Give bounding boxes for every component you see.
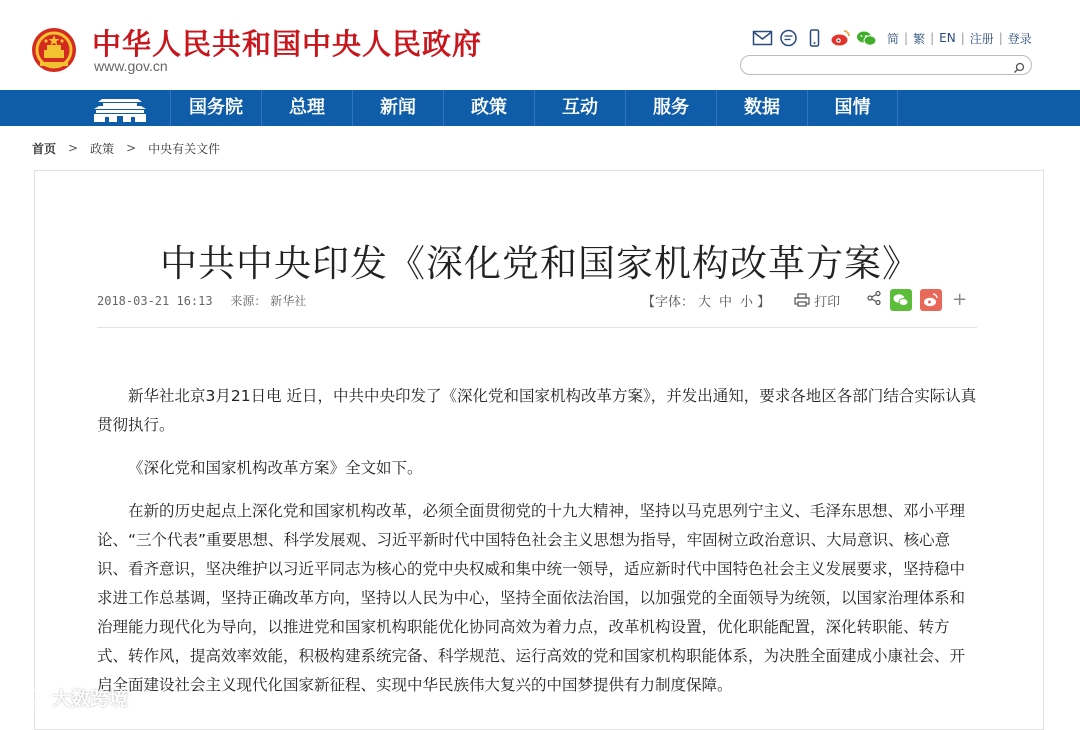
nav-item-state-council[interactable]: 国务院: [170, 90, 261, 126]
tiananmen-home-icon[interactable]: [90, 90, 150, 126]
chat-icon[interactable]: [778, 29, 799, 47]
link-separator: |: [960, 31, 965, 45]
main-nav: [0, 90, 1080, 126]
register-link[interactable]: 注册: [969, 31, 994, 46]
share-weibo-button[interactable]: [920, 289, 942, 311]
printer-icon: [794, 293, 810, 307]
print-button[interactable]: [794, 291, 840, 310]
nav-item-national-info[interactable]: 国情: [807, 90, 898, 126]
mobile-icon[interactable]: [804, 29, 825, 47]
font-size-close: 】: [757, 294, 771, 310]
link-separator: |: [904, 31, 909, 45]
article-tools: [642, 289, 967, 311]
more-share-button[interactable]: +: [952, 289, 968, 310]
header-links: [752, 28, 1037, 48]
site-domain: www.gov.cn: [94, 58, 168, 74]
font-size-large-button[interactable]: 大: [698, 294, 712, 310]
link-separator: |: [930, 31, 935, 45]
chevron-right-icon: >: [126, 141, 137, 155]
site-header: [0, 0, 1080, 90]
nav-item-news[interactable]: 新闻: [352, 90, 443, 126]
nav-item-services[interactable]: 服务: [625, 90, 716, 126]
article-paragraph: 在新的历史起点上深化党和国家机构改革，必须全面贯彻党的十九大精神，坚持以马克思列宁主义、毛泽东思想、邓小平理论、“三个代表”重要思想、科学发展观、习近平新时代中国特色社会主义思想为指导，牢固树立政治意识、大局意识、核心意识、看齐意识，坚决维护以习近平同志为核心的党中央权威和集中统一领导，适应新时代中国特色社会主义发展要求，坚持稳中求进工作总基调，坚持正确改革方向，坚持以人民为中心，坚持全面依法治国，以加强党的全面领导为统领，以国家治理体系和治理能力现代化为导向，以推进党和国家机构职能优化协同高效为着力点，改革机构设置，优化职能配置，深化转职能、转方式、转作风，提高效率效能，积极构建系统完备、科学规范、运行高效的党和国家机构职能体系，为决胜全面建成小康社会、开启全面建设社会主义现代化国家新征程、实现中华民族伟大复兴的中国梦提供有力制度保障。: [97, 502, 966, 694]
nav-item-interaction[interactable]: 互动: [534, 90, 625, 126]
print-label: 打印: [814, 294, 841, 310]
login-link[interactable]: 登录: [1007, 31, 1032, 46]
traditional-chinese-link[interactable]: 繁: [913, 31, 926, 46]
publish-date: 2018-03-21 16:13: [97, 294, 213, 308]
title-divider: [97, 327, 977, 328]
breadcrumb-central-documents[interactable]: 中央有关文件: [148, 141, 221, 156]
article-meta: [97, 292, 306, 309]
article-paragraph: 新华社北京3月21日电 近日，中共中央印发了《深化党和国家机构改革方案》，并发出通知，要求各地区各部门结合实际认真贯彻执行。: [97, 387, 977, 434]
font-size-small-button[interactable]: 小: [740, 294, 754, 310]
share-wechat-button[interactable]: [890, 289, 912, 311]
article-paragraph: 《深化党和国家机构改革方案》全文如下。: [128, 459, 423, 477]
watermark: [8, 682, 128, 712]
breadcrumb-home[interactable]: 首页: [32, 141, 57, 156]
national-emblem-logo[interactable]: [30, 26, 78, 74]
site-name[interactable]: 中华人民共和国中央人民政府: [92, 27, 483, 61]
watermark-logo-icon: [8, 685, 48, 709]
link-separator: |: [998, 31, 1003, 45]
font-size-medium-button[interactable]: 中: [719, 294, 733, 310]
weibo-icon[interactable]: [830, 29, 851, 47]
english-link[interactable]: EN: [939, 31, 956, 45]
watermark-text: 大数跨境: [52, 687, 129, 710]
wechat-icon[interactable]: [856, 29, 877, 47]
article-body: [97, 382, 977, 714]
search-input[interactable]: [751, 58, 1001, 72]
share-icon[interactable]: [866, 290, 882, 310]
search-icon[interactable]: [1013, 59, 1025, 71]
nav-item-policy[interactable]: 政策: [443, 90, 534, 126]
article-source: 来源： 新华社: [230, 294, 307, 308]
nav-item-data[interactable]: 数据: [716, 90, 807, 126]
search-box: [740, 55, 1032, 75]
breadcrumb: [32, 140, 220, 156]
mail-icon[interactable]: [752, 29, 773, 47]
article-title: 中共中央印发《深化党和国家机构改革方案》: [160, 241, 920, 285]
font-size-label: 【字体：: [642, 294, 695, 310]
nav-list: [170, 90, 898, 126]
breadcrumb-policy[interactable]: 政策: [90, 141, 115, 156]
simplified-chinese-link[interactable]: 简: [887, 31, 900, 46]
nav-item-premier[interactable]: 总理: [261, 90, 352, 126]
chevron-right-icon: >: [68, 141, 79, 155]
